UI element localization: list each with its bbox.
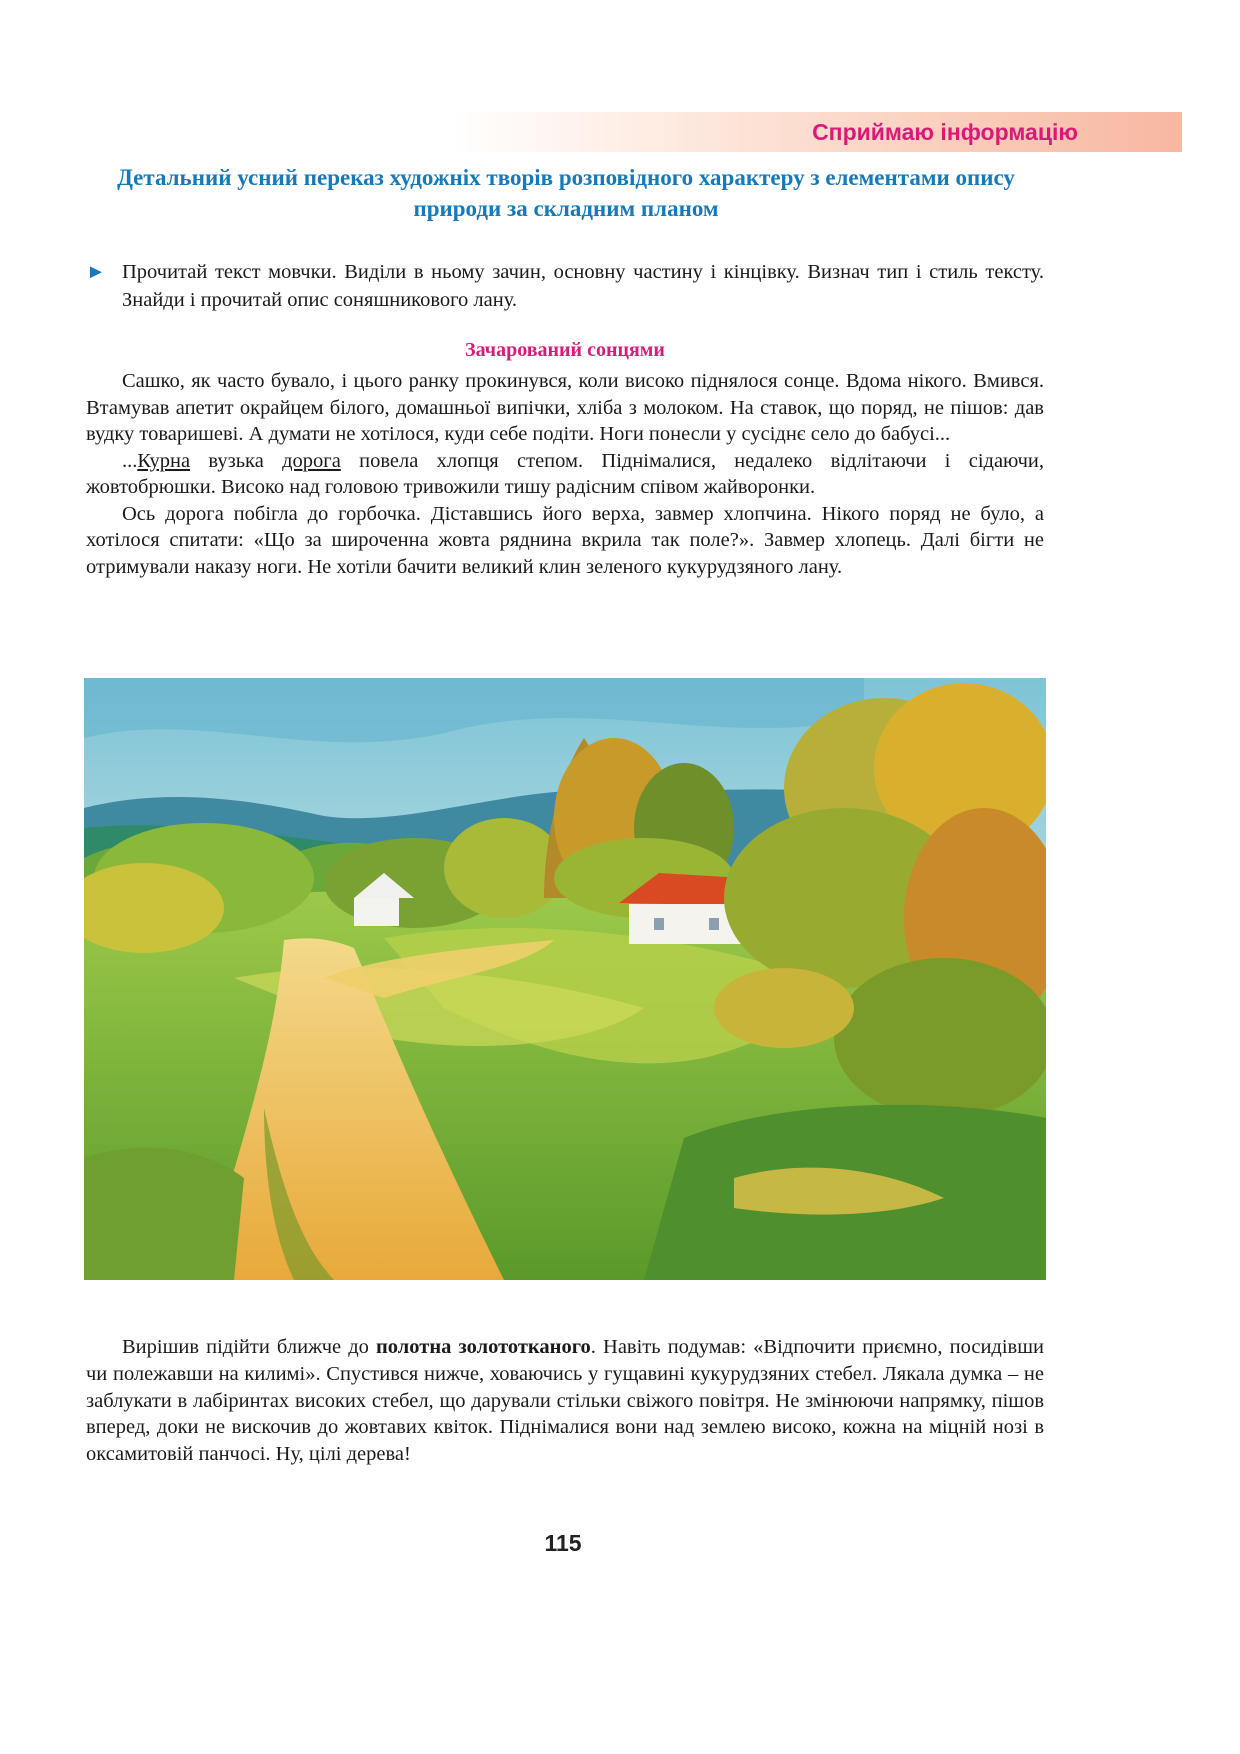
text-fragment: Вирішив підійти ближче до [122, 1336, 376, 1358]
text-fragment: . Навіть подумав: «Відпочити приємно, посидівши чи полежавши на килимі». Спустився нижче, ховаючись у гущавині кукурудзяних стебел. Лякала думка – не заблукати в лабіринтах високих стебел, що дарували стільки свіжого повітря. Не змінюючи напрямку, пішов вперед, доки не вискочив до жовтавих квіток. Піднімалися вони над землею високо, кожна на міцній нозі в оксамитовій панчосі. Ну, цілі дерева! [86, 1336, 1044, 1466]
triangle-bullet-icon: ► [86, 261, 106, 283]
story-text-bottom [86, 1334, 1044, 1468]
lesson-title: Детальний усний переказ художніх творів розповідного характеру з елементами опису природи за складним планом [117, 165, 1015, 221]
paragraph-4 [86, 1334, 1044, 1468]
section-banner [450, 112, 1182, 152]
page-number: 115 [544, 1530, 582, 1556]
text-fragment: повела хлопця степом. Піднімалися, недалеко відлітаючи і сідаючи, жовтобрюшки. Високо над головою тривожили тишу радісним співом жайворонки. [86, 449, 1044, 498]
task-instruction [86, 258, 1044, 314]
paragraph-3: Ось дорога побігла до горбочка. Діставшись його верха, завмер хлопчина. Нікого поряд не було, а хотілося спитати: «Що за широченна жовта ряднина вкрила так поле?». Завмер хлопець. Далі бігти не отримували наказу ноги. Не хотіли бачити великий клин зеленого кукурудзяного лану. [86, 502, 1044, 578]
paragraph-2 [86, 448, 1044, 501]
underlined-word-kurna: Курна [137, 449, 191, 472]
text-fragment: вузька [190, 449, 283, 472]
painting-illustration [84, 678, 1046, 1280]
story-title: Зачарований сонцями [465, 339, 665, 361]
paragraph-1: Сашко, як часто бувало, і цього ранку прокинувся, коли високо піднялося сонце. Вдома нікого. Вмився. Втамував апетит окрайцем білого, домашньої випічки, хліба з молоком. На ставок, що поряд, не пішов: дав вудку товаришеві. А думати не хотілося, куди себе подіти. Ноги понесли у сусіднє село до бабусі... [86, 370, 1044, 445]
task-text: Прочитай текст мовчки. Виділи в ньому зачин, основну частину і кінцівку. Визнач тип і стиль тексту. Знайди і прочитай опис соняшникового лану. [122, 261, 1044, 311]
underlined-word-doroha: дорога [282, 449, 341, 472]
landscape-painting [84, 678, 1046, 1280]
section-title: Сприймаю інформацію [812, 119, 1078, 145]
story-text-top [86, 368, 1044, 580]
bold-phrase: полотна золототканого [376, 1336, 591, 1358]
ellipsis: ... [122, 449, 138, 472]
